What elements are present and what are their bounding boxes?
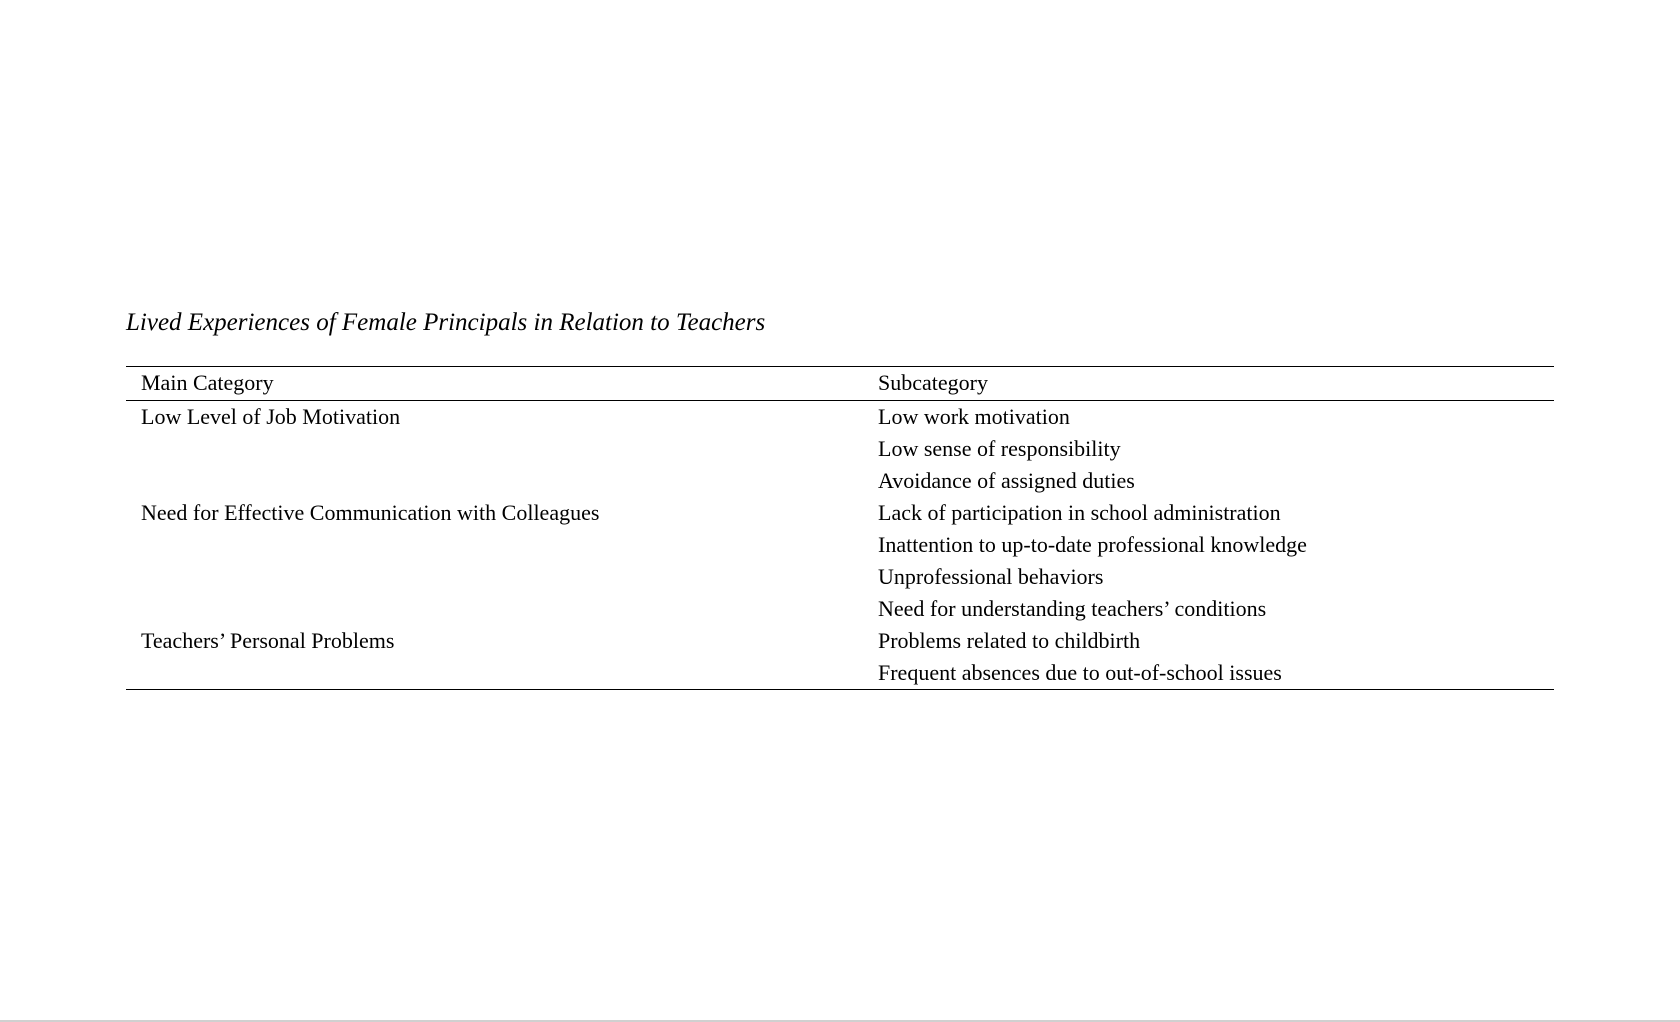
table-row	[126, 561, 1554, 593]
table-row	[126, 497, 1554, 529]
table-row	[126, 657, 1554, 689]
header-main-category: Main Category	[141, 370, 274, 395]
subcategory-cell: Unprofessional behaviors	[878, 564, 1104, 589]
table-title: Lived Experiences of Female Principals in Relation to Teachers	[126, 309, 766, 336]
subcategory-cell: Low work motivation	[878, 404, 1070, 429]
table-row	[126, 593, 1554, 625]
header-subcategory: Subcategory	[878, 370, 988, 395]
subcategory-cell: Frequent absences due to out-of-school issues	[878, 660, 1282, 685]
subcategory-cell: Low sense of responsibility	[878, 436, 1121, 461]
table-row	[126, 529, 1554, 561]
table-row	[126, 401, 1554, 433]
table-row	[126, 433, 1554, 465]
subcategory-cell: Inattention to up-to-date professional knowledge	[878, 532, 1307, 557]
main-category-cell: Teachers’ Personal Problems	[141, 628, 395, 653]
main-category-cell: Low Level of Job Motivation	[141, 404, 401, 429]
subcategory-cell: Problems related to childbirth	[878, 628, 1141, 653]
categories-table	[126, 366, 1554, 690]
table-row	[126, 625, 1554, 657]
main-category-cell: Need for Effective Communication with Colleagues	[141, 500, 600, 525]
subcategory-cell: Need for understanding teachers’ conditions	[878, 596, 1267, 621]
table-row	[126, 465, 1554, 497]
table-header-row	[126, 367, 1554, 401]
subcategory-cell: Avoidance of assigned duties	[878, 468, 1135, 493]
subcategory-cell: Lack of participation in school administration	[878, 500, 1281, 525]
